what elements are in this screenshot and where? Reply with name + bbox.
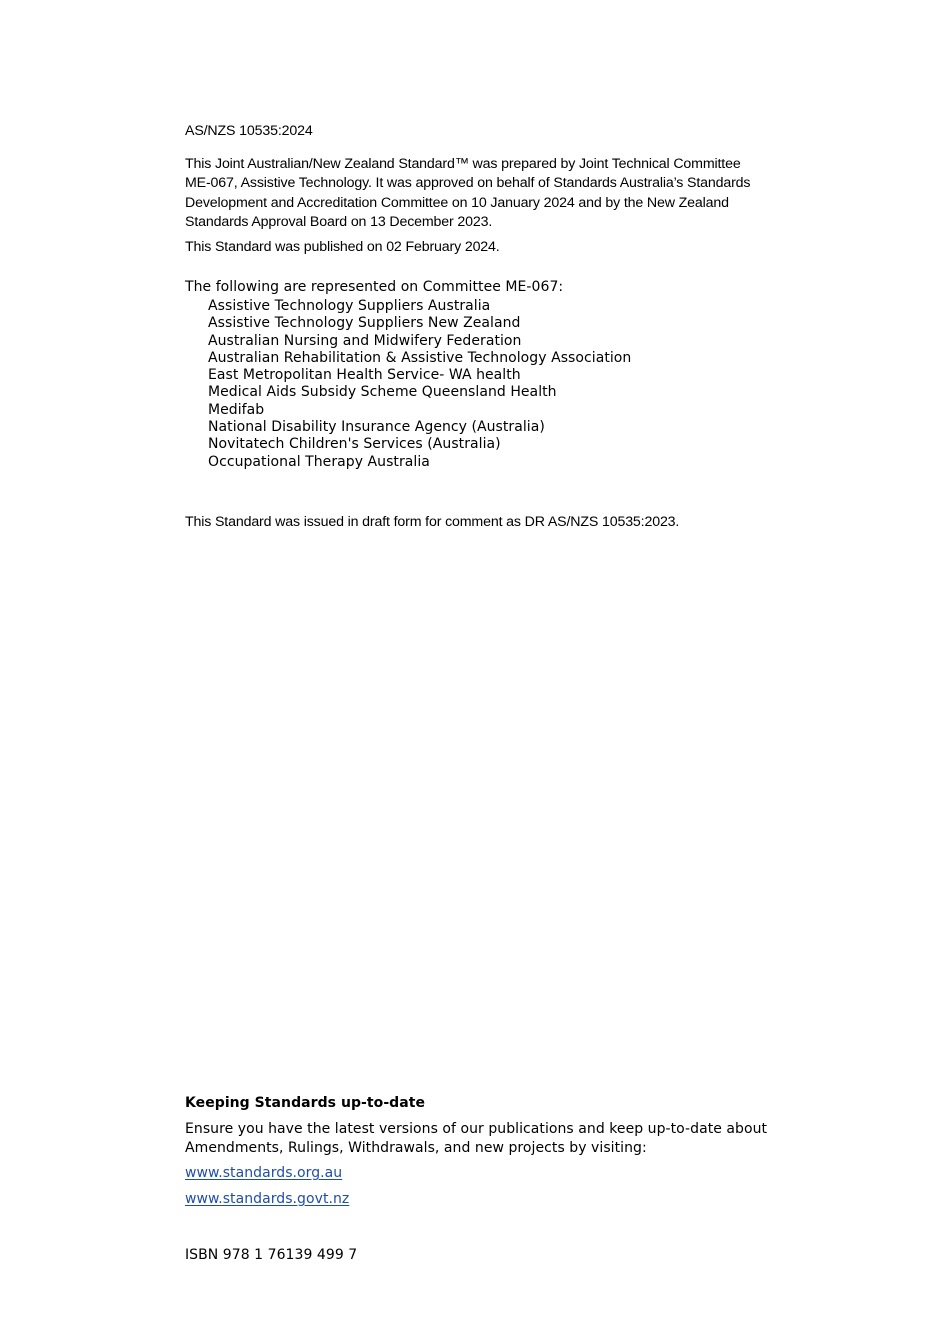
committee-member: National Disability Insurance Agency (Australia)	[208, 419, 545, 436]
committee-member: Australian Nursing and Midwifery Federation	[208, 332, 522, 349]
isbn: ISBN 978 1 76139 499 7	[185, 1247, 358, 1263]
publication-date-statement: This Standard was published on 02 February 2024.	[185, 239, 500, 255]
approval-line: This Joint Australian/New Zealand Standard™ was prepared by Joint Technical Committee	[185, 156, 741, 172]
committee-member: Assistive Technology Suppliers Australia	[208, 298, 491, 314]
draft-note: This Standard was issued in draft form for comment as DR AS/NZS 10535:2023.	[185, 514, 680, 530]
keeping-text-line: Ensure you have the latest versions of our publications and keep up-to-date about	[185, 1121, 768, 1137]
standards-australia-link[interactable]: www.standards.org.au	[185, 1165, 343, 1181]
committee-member: Australian Rehabilitation & Assistive Technology Association	[208, 349, 632, 366]
committee-member: Medical Aids Subsidy Scheme Queensland Health	[208, 384, 557, 401]
keeping-text-line: Amendments, Rulings, Withdrawals, and new projects by visiting:	[185, 1140, 647, 1156]
committee-member: Occupational Therapy Australia	[208, 453, 430, 470]
approval-line: Standards Approval Board on 13 December 2023.	[185, 214, 493, 231]
committee-member-list	[208, 298, 631, 471]
standards-new-zealand-link[interactable]: www.standards.govt.nz	[185, 1191, 350, 1207]
approval-line: ME-067, Assistive Technology. It was approved on behalf of Standards Australia’s Standards	[185, 175, 751, 192]
keeping-up-to-date-heading: Keeping Standards up-to-date	[185, 1095, 426, 1111]
approval-line: Development and Accreditation Committee on 10 January 2024 and by the New Zealand	[185, 194, 729, 211]
approval-statement	[185, 155, 785, 233]
standard-designation: AS/NZS 10535:2024	[185, 123, 313, 139]
committee-member: Medifab	[208, 401, 265, 418]
committee-member: Assistive Technology Suppliers New Zealand	[208, 315, 521, 332]
committee-member: Novitatech Children's Services (Australia)	[208, 436, 501, 453]
committee-member: East Metropolitan Health Service- WA health	[208, 367, 521, 384]
keeping-up-to-date-text	[185, 1120, 767, 1158]
committee-heading: The following are represented on Committee ME-067:	[185, 279, 564, 295]
